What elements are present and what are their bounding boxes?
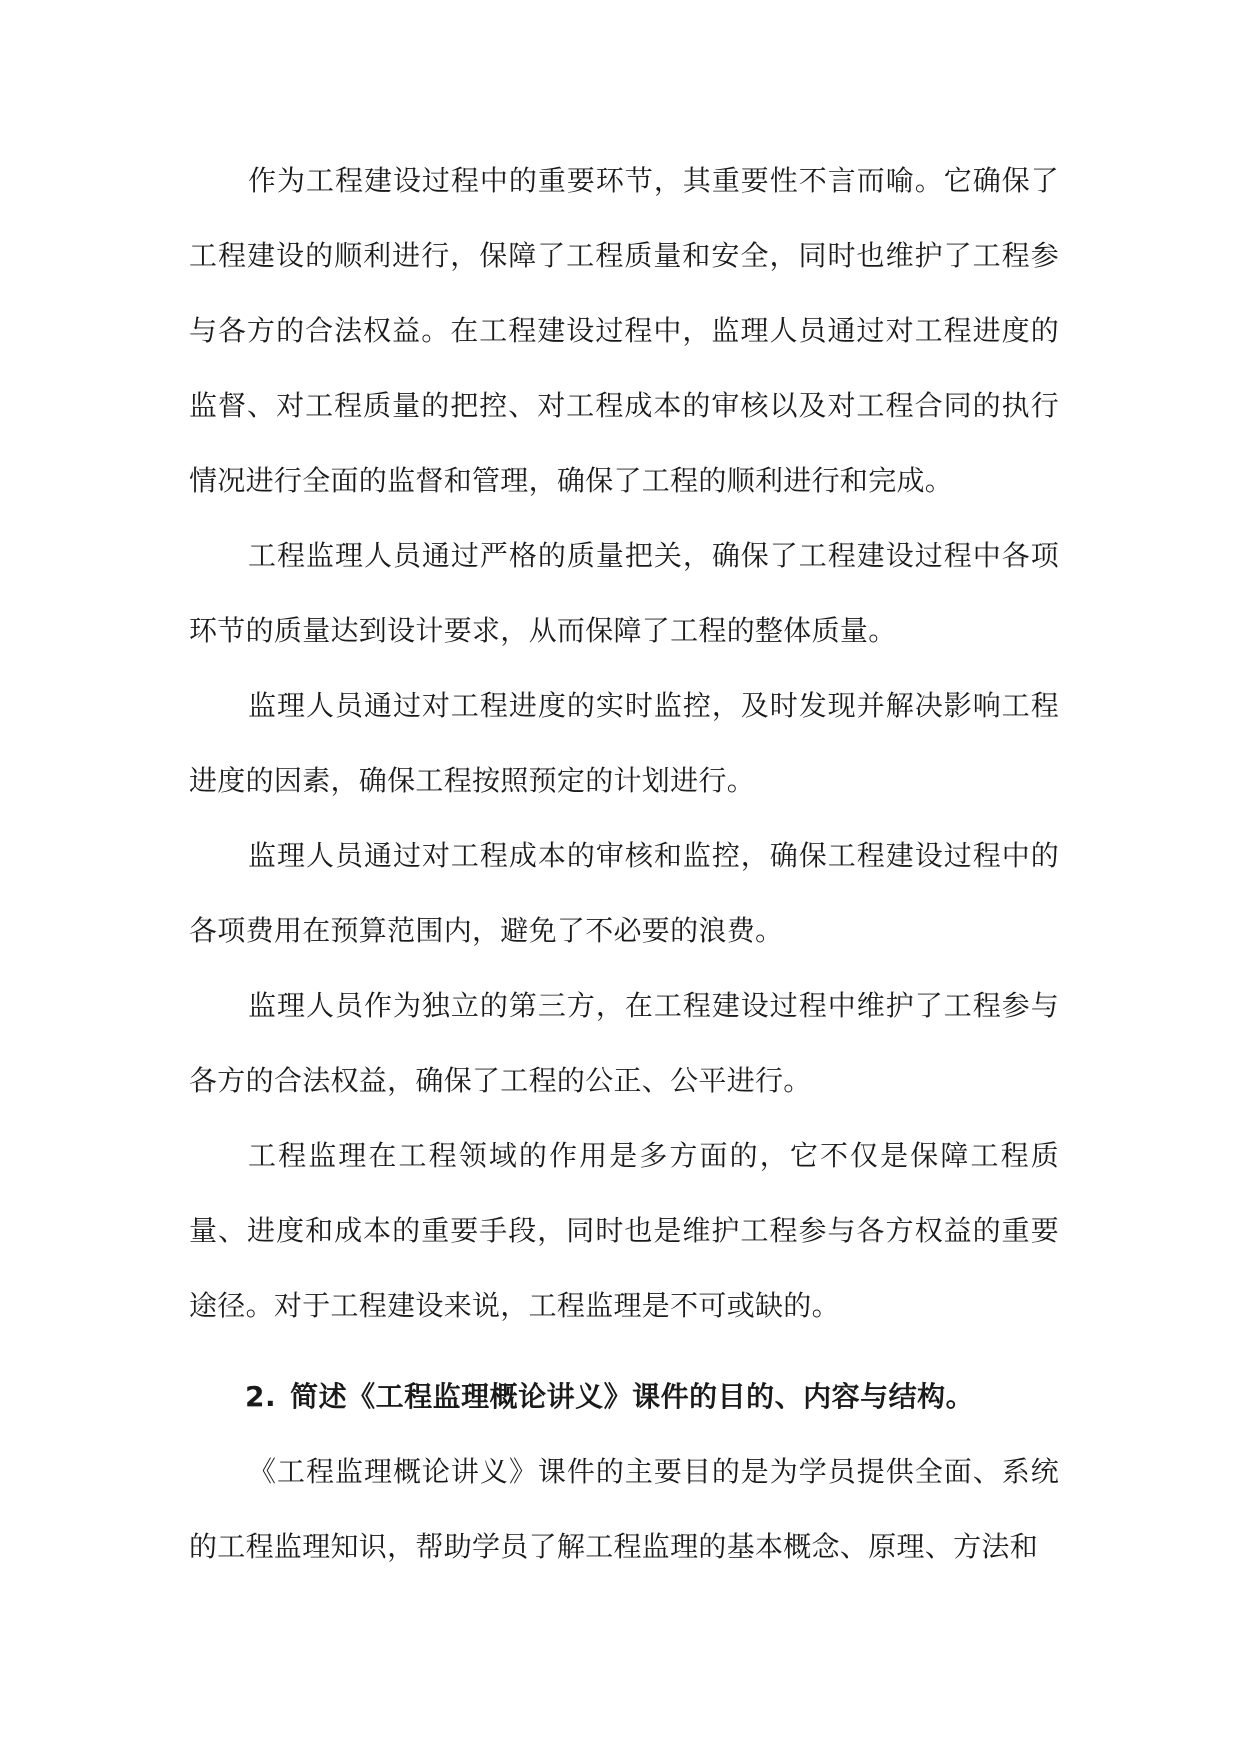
section-number: 2. (245, 1380, 277, 1413)
section-title: 简述《工程监理概论讲义》课件的目的、内容与结构。 (290, 1380, 975, 1413)
document-body (189, 143, 1059, 1584)
paragraph-cost: 监理人员通过对工程成本的审核和监控，确保工程建设过程中的各项费用在预算范围内，避免了不必要的浪费。 (189, 839, 1059, 947)
paragraph-summary: 工程监理在工程领域的作用是多方面的，它不仅是保障工程质量、进度和成本的重要手段，同时也是维护工程参与各方权益的重要途径。对于工程建设来说，工程监理是不可或缺的。 (189, 1139, 1059, 1322)
paragraph-course-purpose: 《工程监理概论讲义》课件的主要目的是为学员提供全面、系统的工程监理知识，帮助学员了解工程监理的基本概念、原理、方法和 (189, 1455, 1059, 1563)
section-heading (189, 1359, 1059, 1434)
paragraph-rights: 监理人员作为独立的第三方，在工程建设过程中维护了工程参与各方的合法权益，确保了工程的公正、公平进行。 (189, 989, 1059, 1097)
paragraph-importance: 作为工程建设过程中的重要环节，其重要性不言而喻。它确保了工程建设的顺利进行，保障了工程质量和安全，同时也维护了工程参与各方的合法权益。在工程建设过程中，监理人员通过对工程进度的监督、对工程质量的把控、对工程成本的审核以及对工程合同的执行情况进行全面的监督和管理，确保了工程的顺利进行和完成。 (189, 164, 1059, 497)
paragraph-schedule: 监理人员通过对工程进度的实时监控，及时发现并解决影响工程进度的因素，确保工程按照预定的计划进行。 (189, 689, 1059, 797)
paragraph-quality: 工程监理人员通过严格的质量把关，确保了工程建设过程中各项环节的质量达到设计要求，从而保障了工程的整体质量。 (189, 539, 1059, 647)
